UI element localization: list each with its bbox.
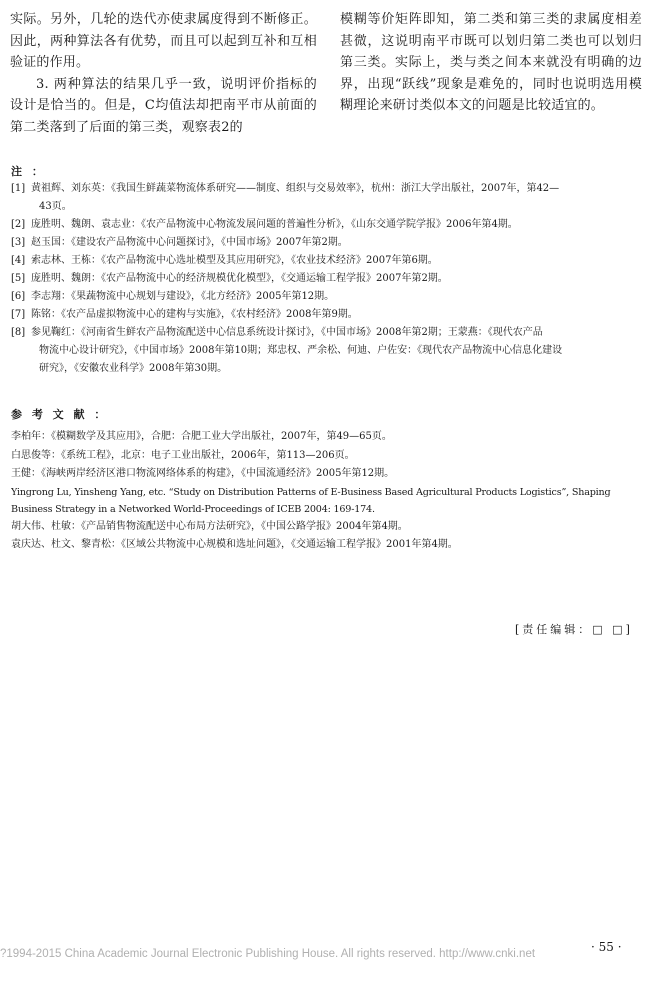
notes-heading: 注 ： [11,165,46,178]
note-text: 李志翔：《果蔬物流中心规划与建设》，《北方经济》2005年第12期。 [31,291,335,302]
body-paragraph: 3. 两种算法的结果几乎一致，说明评价指标的设计是恰当的。但是，C均值法却把南平市从前面的第二类落到了后面的第三类，观察表2的 [10,76,317,135]
note-text: 庞胜明、魏朗：《农产品物流中心的经济规模优化模型》，《交通运输工程学报》2007年第2期。 [31,273,448,284]
body-column-left [10,9,317,138]
note-item [11,216,643,234]
note-number: [8] [11,327,26,338]
bibliography-list [11,428,651,555]
note-number: [6] [11,291,26,302]
note-text-continued: 43页。 [39,201,72,212]
note-item [11,324,643,342]
note-item [11,252,643,270]
note-number: [2] [11,219,26,230]
body-paragraph: 模糊等价矩阵即知，第二类和第三类的隶属度相差甚微，这说明南平市既可以划归第二类也可以划归第三类。实际上，类与类之间本来就没有明确的边界，出现“跃线”现象是难免的，同时也说明选用模糊理论来研讨类似本文的问题是比较适宜的。 [340,12,642,113]
bibliography-item: 袁庆达、杜文、黎青松：《区域公共物流中心规模和选址问题》，《交通运输工程学报》2001年第4期。 [11,539,458,550]
note-item [11,288,643,306]
body-paragraph: 实际。另外，几轮的迭代亦使隶属度得到不断修正。因此，两种算法各有优势，而且可以起到互补和互相验证的作用。 [10,12,317,70]
note-number: [3] [11,237,26,248]
note-item [11,306,643,324]
note-item [11,270,643,288]
body-column-right [340,9,642,117]
note-text: 赵玉国：《建设农产品物流中心问题探讨》，《中国市场》2007年第2期。 [31,237,348,248]
note-item [11,234,643,252]
note-item [11,180,643,198]
bibliography-item: 白思俊等：《系统工程》，北京：电子工业出版社，2006年，第113—206页。 [11,449,355,461]
bibliography-item: 胡大伟、杜敏：《产品销售物流配送中心布局方法研究》，《中国公路学报》2004年第4期。 [11,520,408,532]
note-number: [1] [11,183,26,194]
bibliography-heading: 参 考 文 献 ： [11,408,109,421]
responsible-editor-tag: [责任编辑：□ □] [515,623,633,636]
note-number: [5] [11,273,26,284]
note-text: 黄祖辉、刘东英：《我国生鲜蔬菜物流体系研究——制度、组织与交易效率》，杭州：浙江大学出版社，2007年，第42— [31,183,560,194]
page-number: · 55 · [591,940,622,954]
copyright-footer: ?1994-2015 China Academic Journal Electronic Publishing House. All rights reserved. http://www.cnki.net [0,948,536,960]
bibliography-item: Yingrong Lu, Yinsheng Yang, etc. “Study on Distribution Patterns of E-Business Based Agricultural Products Logistics”, Shaping Business Strategy in a Networked World-Proceedings of ICEB 2004: 169-174. [11,486,611,515]
note-number: [4] [11,255,26,266]
bibliography-item: 王健：《海峡两岸经济区港口物流网络体系的构建》，《中国流通经济》2005年第12期。 [11,468,395,479]
notes-list [11,180,643,378]
note-number: [7] [11,309,26,320]
note-text-continued: 研究》，《安徽农业科学》2008年第30期。 [39,363,228,374]
note-text: 陈铭：《农产品虚拟物流中心的建构与实施》，《农村经济》2008年第9期。 [31,309,358,320]
note-text: 参见鞠红：《河南省生鲜农产品物流配送中心信息系统设计探讨》，《中国市场》2008年第2期；王蒙燕：《现代农产品 [31,327,543,338]
bibliography-item: 李柏年：《模糊数学及其应用》，合肥：合肥工业大学出版社，2007年，第49—65页。 [11,431,392,442]
note-text-continued: 物流中心设计研究》，《中国市场》2008年第10期；郑忠权、严余松、何迪、户佐安：《现代农产品物流中心信息化建设 [39,345,563,356]
note-text: 庞胜明、魏朗、袁志业：《农产品物流中心物流发展问题的普遍性分析》，《山东交通学院学报》2006年第4期。 [31,219,518,230]
note-text: 索志林、王栋：《农产品物流中心选址模型及其应用研究》，《农业技术经济》2007年第6期。 [31,255,438,266]
